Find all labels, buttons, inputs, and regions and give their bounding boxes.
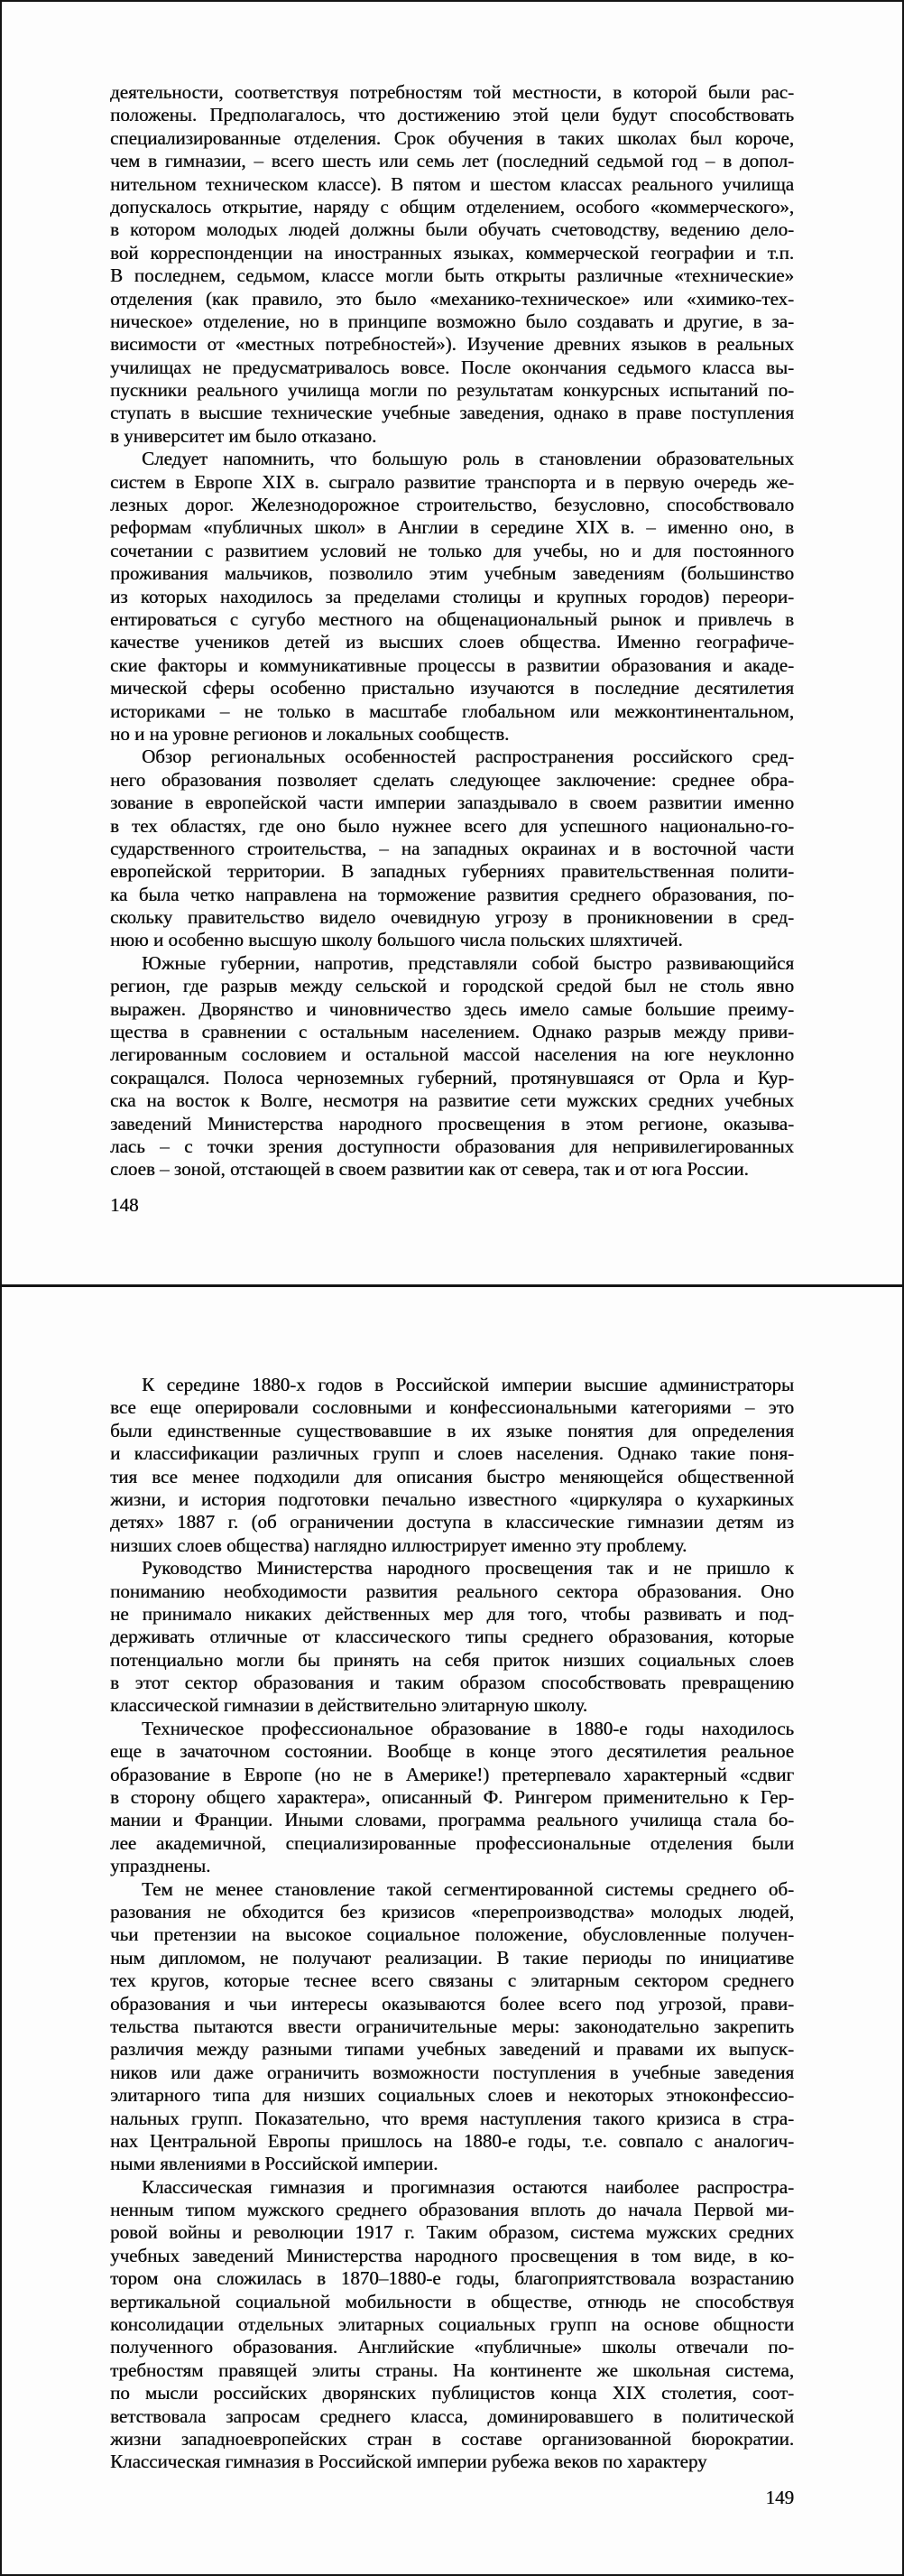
text-line: ступать в высшие технические учебные заведения, однако в праве поступления	[110, 402, 794, 424]
text-line: качестве учеников детей из высших слоев общества. Именно географиче-	[110, 631, 794, 653]
text-line: лась – с точки зрения доступности образования для непривилегированных	[110, 1135, 794, 1157]
text-line: проживания мальчиков, позволило этим учебным заведениям (большинство	[110, 562, 794, 585]
text-line: в котором молодых людей должны были обучать счетоводству, ведению дело-	[110, 218, 794, 241]
text-line: отделения (как правило, это было «механико-техническое» или «химико-тех-	[110, 287, 794, 310]
text-line: требностям правящей элиты страны. На континенте же школьная система,	[110, 2358, 794, 2381]
text-line: лее академичной, специализированные профессиональные отделения были	[110, 1831, 794, 1854]
text-line: учебных заведений Министерства народного просвещения в том виде, в ко-	[110, 2244, 794, 2266]
text-line: сокращался. Полоса черноземных губерний, протянувшаяся от Орла и Кур-	[110, 1066, 794, 1089]
text-line: выражен. Дворянство и чиновничество здесь имело самые большие преиму-	[110, 997, 794, 1020]
text-line: систем в Европе XIX в. сыграло развитие транспорта и в первую очередь же-	[110, 470, 794, 493]
text-line: низших слоев общества) наглядно иллюстрирует именно эту проблему.	[110, 1534, 687, 1556]
paragraph	[110, 1718, 794, 1878]
text-line: в тех областях, где оно было нужнее всего для успешного национально-го-	[110, 814, 794, 837]
text-line: слоев – зоной, отстающей в своем развитии как от севера, так и от юга России.	[110, 1158, 749, 1181]
text-line: различия между разными типами учебных заведений и правами их выпуск-	[110, 2038, 794, 2061]
text-line: все еще оперировали сословными и конфессиональными категориями – это	[110, 1396, 794, 1419]
text-line: полученного образования. Английские «публичные» школы отвечали по-	[110, 2336, 794, 2358]
text-line: в университет им было отказано.	[110, 424, 377, 447]
page-number: 148	[110, 1193, 139, 1216]
text-line: ническое» отделение, но в принципе возможно было создавать и другие, в за-	[110, 310, 794, 332]
text-line: и классификации различных групп и слоев населения. Однако такие поня-	[110, 1442, 794, 1465]
paragraph	[110, 1374, 794, 1557]
text-line: нальных групп. Показательно, что время наступления такого кризиса в стра-	[110, 2107, 794, 2129]
text-line: в этот сектор образования и таким образом способствовать превращению	[110, 1672, 794, 1694]
text-line: сочетании с развитием условий не только для учебы, но и для постоянного	[110, 539, 794, 561]
text-line: детях» 1887 г. (об ограничении доступа в классические гимназии детям из	[110, 1511, 794, 1534]
paragraph	[110, 952, 794, 1181]
text-block	[110, 2, 794, 1181]
text-line: не принимало никаких действенных мер для того, чтобы развивать и под-	[110, 1602, 794, 1625]
text-line: училищах не предусматривалось вовсе. После окончания седьмого класса вы-	[110, 356, 794, 378]
text-line: держивать отличные от классического типы среднего образования, которые	[110, 1626, 794, 1648]
text-line: ветствовала запросам среднего класса, доминировавшего в политической	[110, 2405, 794, 2427]
text-line: разования не обходится без кризисов «перепроизводства» молодых людей,	[110, 1900, 794, 1923]
book-page-148	[2, 2, 902, 1284]
paragraph	[110, 746, 794, 952]
text-line: ка была четко направлена на торможение развития среднего образования, по-	[110, 883, 794, 905]
text-line: Следует напомнить, что большую роль в становлении образовательных	[142, 448, 794, 470]
text-line: элитарного типа для низших социальных слоев и некоторых этноконфессио-	[110, 2084, 794, 2107]
text-line: еще в зачаточном состоянии. Вообще в конце этого десятилетия реальное	[110, 1740, 794, 1763]
paragraph	[110, 1878, 794, 2176]
text-line: вой корреспонденции на иностранных языках, коммерческой географии и т.п.	[110, 241, 794, 264]
paragraph	[110, 1557, 794, 1718]
text-line: К середине 1880-х годов в Российской империи высшие администраторы	[142, 1374, 794, 1395]
text-line: в сторону общего характера», описанный Ф. Рингером применительно к Гер-	[110, 1786, 794, 1809]
text-line: него образования позволяет сделать следующее заключение: среднее обра-	[110, 768, 794, 791]
text-line: консолидации отдельных элитарных социальных групп на основе общности	[110, 2313, 794, 2336]
text-line: классической гимназии в действительно элитарную школу.	[110, 1694, 587, 1717]
text-line: щества в сравнении с остальным населением. Однако разрыв между приви-	[110, 1021, 794, 1043]
text-line: допускалось открытие, наряду с общим отделением, особого «коммерческого»,	[110, 195, 794, 218]
text-line: мической сферы особенно пристально изучаются в последние десятилетия	[110, 677, 794, 700]
text-line: заведений Министерства народного просвещения в этом регионе, оказыва-	[110, 1112, 794, 1135]
text-line: висимости от «местных потребностей»). Изучение древних языков в реальных	[110, 333, 794, 356]
text-line: Руководство Министерства народного просвещения так и не пришло к	[142, 1557, 794, 1580]
text-line: сударственного строительства, – на западных окраинах и в восточной части	[110, 837, 794, 859]
text-line: Обзор региональных особенностей распространения российского сред-	[142, 746, 794, 768]
text-line: пониманию необходимости развития реального сектора образования. Оно	[110, 1580, 794, 1602]
text-line: но и на уровне регионов и локальных сообществ.	[110, 722, 510, 745]
text-line: скольку правительство видело очевидную угрозу в проникновении в сред-	[110, 906, 794, 929]
paragraph	[110, 448, 794, 746]
text-line: потенциально могли бы принять на себя приток низших социальных слоев	[110, 1648, 794, 1671]
text-line: легированным сословием и остальной массой населения на юге неуклонно	[110, 1043, 794, 1066]
text-line: тором она сложилась в 1870–1880-е годы, благоприятствовала возрастанию	[110, 2267, 794, 2290]
text-line: европейской территории. В западных губерниях правительственная полити-	[110, 860, 794, 883]
text-line: ным дипломом, не получают реализации. В такие периоды по инициативе	[110, 1946, 794, 1969]
text-line: ска на восток к Волге, несмотря на развитие сети мужских средних учебных	[110, 1089, 794, 1112]
text-line: нах Центральной Европы пришлось на 1880-е годы, т.е. совпало с аналогич-	[110, 2129, 794, 2152]
text-line: пускники реального училища могли по результатам конкурсных испытаний по-	[110, 379, 794, 402]
text-line: из которых находилось за пределами столицы и крупных городов) переори-	[110, 585, 794, 607]
book-page-149	[2, 1284, 902, 2574]
text-line: были единственные существовавшие в их языке понятия для определения	[110, 1419, 794, 1441]
text-line: ентироваться с сугубо местного на общенациональный рынок и привлечь в	[110, 607, 794, 630]
text-line: ными явлениями в Российской империи.	[110, 2153, 438, 2175]
text-line: по мысли российских дворянских публицистов конца XIX столетия, соот-	[110, 2382, 794, 2405]
text-line: ников или даже ограничить возможности поступления в учебные заведения	[110, 2061, 794, 2083]
text-line: чьи претензии на высокое социальное положение, обусловленные получен-	[110, 1923, 794, 1946]
page-number: 149	[765, 2486, 794, 2508]
text-line: вертикальной социальной мобильности в обществе, отнюдь не способствуя	[110, 2290, 794, 2312]
text-line: тех кругов, которые теснее всего связаны с элитарным сектором среднего	[110, 1969, 794, 1992]
text-line: лезных дорог. Железнодорожное строительство, безусловно, способствовало	[110, 494, 794, 516]
text-line: регион, где разрыв между сельской и городской средой был не столь явно	[110, 975, 794, 997]
text-line: Техническое профессиональное образование в 1880-е годы находилось	[142, 1717, 794, 1739]
text-line: жизни, и история подготовки печально известного «циркуляра о кухаркиных	[110, 1487, 794, 1510]
text-line: Классическая гимназия в Российской империи рубежа веков по характеру	[110, 2451, 707, 2473]
text-line: нительном техническом классе). В пятом и шестом классах реального училища	[110, 172, 794, 195]
text-line: тия все менее подходили для описания быстро меняющейся общественной	[110, 1465, 794, 1487]
text-line: образование в Европе (но не в Америке!) претерпевало характерный «сдвиг	[110, 1763, 794, 1785]
text-line: положены. Предполагалось, что достижению этой цели будут способствовать	[110, 104, 794, 126]
text-line: историками – не только в масштабе глобальном или межконтинентальном,	[110, 700, 794, 722]
text-line: реформам «публичных школ» в Англии в середине XIX в. – именно оно, в	[110, 516, 794, 539]
text-block	[110, 1287, 794, 2474]
text-line: мании и Франции. Иными словами, программа реального училища стала бо-	[110, 1809, 794, 1831]
text-line: специализированные отделения. Срок обучения в таких школах был короче,	[110, 126, 794, 149]
text-line: Тем не менее становление такой сегментированной системы среднего об-	[142, 1877, 794, 1900]
text-line: образования и чьи интересы оказываются более всего под угрозой, прави-	[110, 1992, 794, 2015]
text-line: ские факторы и коммуникативные процессы в развитии образования и акаде-	[110, 653, 794, 676]
text-line: зование в европейской части империи запаздывало в своем развитии именно	[110, 792, 794, 814]
text-line: жизни западноевропейских стран в составе организованной бюрократии.	[110, 2427, 794, 2450]
text-line: ровой войны и революции 1917 г. Таким образом, система мужских средних	[110, 2221, 794, 2244]
text-line: Южные губернии, напротив, представляли собой быстро развивающийся	[142, 951, 794, 974]
text-line: Классическая гимназия и прогимназия остаются наиболее распростра-	[142, 2175, 794, 2198]
paragraph	[110, 2176, 794, 2474]
text-line: чем в гимназии, – всего шесть или семь лет (последний седьмой год – в допол-	[110, 150, 794, 172]
text-line: упразднены.	[110, 1855, 211, 1877]
paragraph	[110, 81, 794, 448]
text-line: деятельности, соответствуя потребностям той местности, в которой были рас-	[110, 81, 794, 103]
text-line: В последнем, седьмом, классе могли быть открыты различные «технические»	[110, 264, 794, 287]
text-line: ненным типом мужского среднего образования вплоть до начала Первой ми-	[110, 2199, 794, 2221]
text-line: тельства пытаются ввести ограничительные меры: законодательно закрепить	[110, 2015, 794, 2037]
text-line: нюю и особенно высшую школу большого числа польских шляхтичей.	[110, 929, 683, 951]
